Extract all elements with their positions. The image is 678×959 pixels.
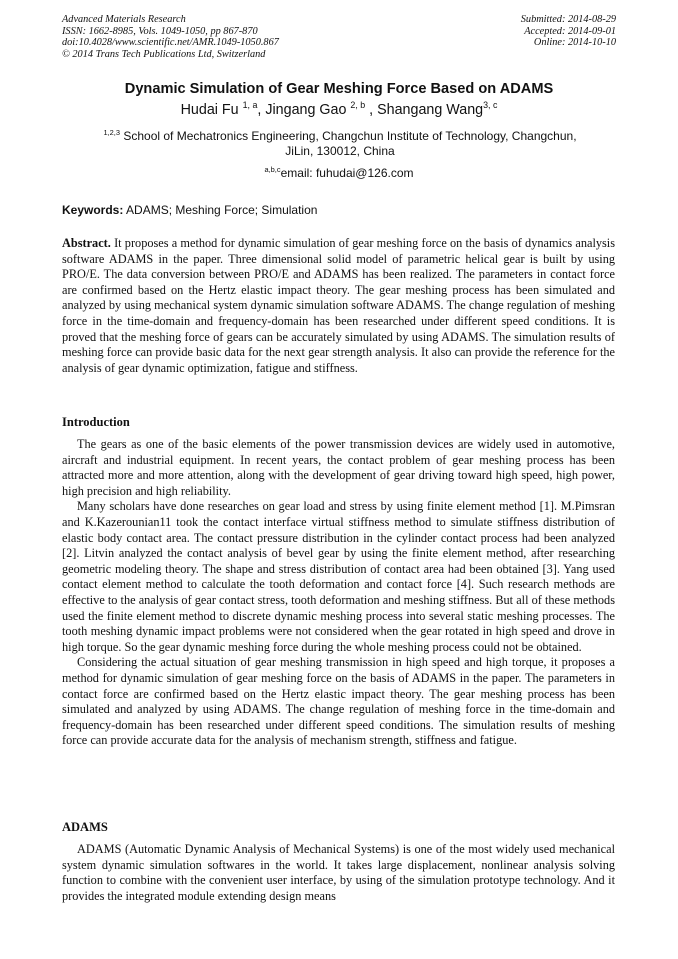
paragraph: ADAMS (Automatic Dynamic Analysis of Mechanical Systems) is one of the most widely used mechanical system dynamic simulation softwares in the world. It takes large displacement, nonlinear analysis solving function to combine with the convenient user interface, by using of the simulation prototype technology. And it provides the integrated module extending design means bbox=[62, 842, 615, 903]
accepted-date: Accepted: 2014-09-01 bbox=[524, 25, 616, 37]
author-superscript: 1, a bbox=[242, 100, 258, 111]
keywords bbox=[62, 203, 317, 217]
abstract bbox=[62, 236, 615, 376]
paragraph: The gears as one of the basic elements of the power transmission devices are widely used in automotive, aircraft and industrial equipment. In recent years, the contact problem of gear meshing process has been attracted more and more attention, along with the development of gear driving toward high speed, high power, high precision and high reliability. bbox=[62, 437, 615, 498]
keywords-label: Keywords: bbox=[62, 203, 124, 217]
affiliation-superscript: 1,2,3 bbox=[103, 128, 120, 137]
issn-line: ISSN: 1662-8985, Vols. 1049-1050, pp 867-870 bbox=[62, 25, 258, 37]
introduction-heading: Introduction bbox=[62, 415, 130, 429]
journal-info bbox=[62, 14, 279, 60]
abstract-text: It proposes a method for dynamic simulation of gear meshing force on the basis of dynamics analysis software ADAMS in the paper. Three dimensional solid model of parametric helical gear is built by using PRO/E. The data conversion between PRO/E and ADAMS has been realized. The parameters in contact force are confirmed based on the Hertz elastic impact theory. The gear meshing process has been simulated and analyzed by using mechanical system dynamic simulation software ADAMS. The change regulation of meshing force in the time-domain and frequency-domain has been researched under different speed conditions. It is proved that the meshing force of gears can be accurately simulated by using ADAMS. The simulation results of meshing force can provide basic data for the next gear strength analysis. It also can provide the reference for the analysis of gear dynamic optimization, fatigue and stiffness. bbox=[62, 236, 616, 375]
adams-heading: ADAMS bbox=[62, 820, 108, 834]
keywords-text: ADAMS; Meshing Force; Simulation bbox=[126, 203, 318, 217]
email-text: email: fuhudai@126.com bbox=[280, 166, 414, 180]
author-list: Hudai Fu $^{1, a}$, Jingang Gao $^{2, b}$ , Shangang Wang$^{3, c}$ bbox=[180, 100, 498, 118]
submission-dates bbox=[521, 14, 616, 49]
abstract-label: Abstract. bbox=[62, 236, 111, 250]
submitted-date: Submitted: 2014-08-29 bbox=[520, 14, 616, 25]
author-superscript: 3, c bbox=[483, 100, 498, 111]
affiliation bbox=[90, 129, 590, 159]
introduction-body bbox=[62, 437, 615, 749]
adams-body bbox=[62, 842, 615, 904]
abstract-paragraph bbox=[62, 236, 615, 376]
author-superscript: 2, b bbox=[350, 100, 366, 111]
author-name: Jingang Gao bbox=[265, 102, 347, 118]
affiliation-text: School of Mechatronics Engineering, Changchun Institute of Technology, Changchun, JiLin, 130012, China bbox=[123, 129, 577, 158]
journal-name: Advanced Materials Research bbox=[62, 14, 186, 25]
paragraph: Considering the actual situation of gear meshing transmission in high speed and high torque, it proposes a method for dynamic simulation of gear meshing force on the basis of ADAMS in the paper. The parameters in contact force are confirmed based on the Hertz elastic impact theory. The gear meshing process has been simulated and analyzed by using ADAMS. The change regulation of meshing force in the time-domain and frequency-domain has been researched under different speed conditions. The simulation results of meshing force can provide accurate data for the analysis of mechanism strength, stiffness and fatigue. bbox=[62, 655, 615, 748]
author-name: Shangang Wang bbox=[377, 102, 484, 118]
doi-line: doi:10.4028/www.scientific.net/AMR.1049-1050.867 bbox=[62, 37, 279, 48]
copyright-line: © 2014 Trans Tech Publications Ltd, Switzerland bbox=[62, 48, 266, 60]
author-name: Hudai Fu bbox=[180, 102, 239, 118]
email-superscript: a,b,c bbox=[264, 165, 281, 174]
online-date: Online: 2014-10-10 bbox=[533, 37, 616, 48]
paragraph: Many scholars have done researches on gear load and stress by using finite element method [1]. M.Pimsran and K.Kazerounian11 took the contact interface virtual stiffness method to simulate stiffness distribution of elastic body contact area. The contact pressure distribution in the cylinder contact process had been analyzed [2]. Litvin analyzed the contact analysis of bevel gear by using the finite element method, after researching geometric modeling theory. The shape and stress distribution of contact area had been obtained [3]. Yang used contact element method to calculate the tooth deformation and contact force [4]. Such research methods are effective to the analysis of gear contact stress, tooth deformation and meshing stiffness. But all of these methods used the finite element method to discrete dynamic meshing process into several static meshing processes. The tooth meshing dynamic impact problems were not considered when the gear rotated in high speed and drove in high torque. So the gear dynamic meshing force during the whole meshing process could not be obtained. bbox=[62, 499, 615, 654]
email-line bbox=[0, 166, 678, 180]
paper-title: Dynamic Simulation of Gear Meshing Force Based on ADAMS bbox=[124, 81, 554, 97]
